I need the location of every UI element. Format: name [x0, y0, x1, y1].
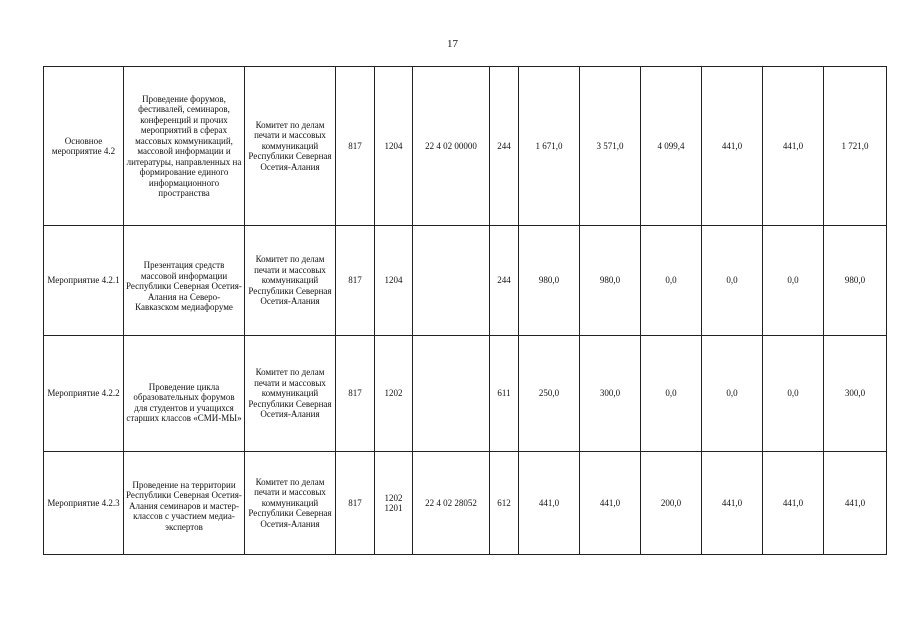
csr-cell: [413, 336, 490, 452]
vr-cell: 611: [490, 336, 519, 452]
amount-cell: 441,0: [763, 452, 824, 555]
grbs-cell: 817: [336, 67, 375, 226]
amount-cell: 0,0: [763, 226, 824, 336]
csr-cell: 22 4 02 28052: [413, 452, 490, 555]
amount-cell: 200,0: [641, 452, 702, 555]
amount-cell: 0,0: [641, 226, 702, 336]
csr-cell: [413, 226, 490, 336]
amount-cell: 300,0: [824, 336, 887, 452]
amount-cell: 3 571,0: [580, 67, 641, 226]
status-cell: Мероприятие 4.2.1: [44, 226, 124, 336]
grbs-cell: 817: [336, 226, 375, 336]
table-row: [44, 452, 887, 555]
vr-cell: 244: [490, 67, 519, 226]
amount-cell: 441,0: [702, 67, 763, 226]
amount-cell: 0,0: [641, 336, 702, 452]
rzpr-cell: 1204: [375, 226, 413, 336]
amount-cell: 250,0: [519, 336, 580, 452]
executor-cell: Комитет по делам печати и массовых коммуникаций Республики Северная Осетия-Алания: [245, 336, 336, 452]
rzpr-cell: 1202 1201: [375, 452, 413, 555]
status-cell: Основное мероприятие 4.2: [44, 67, 124, 226]
amount-cell: 0,0: [763, 336, 824, 452]
amount-cell: 0,0: [702, 226, 763, 336]
amount-cell: 441,0: [580, 452, 641, 555]
amount-cell: 441,0: [763, 67, 824, 226]
amount-cell: 1 721,0: [824, 67, 887, 226]
page-number: 17: [447, 38, 458, 50]
amount-cell: 980,0: [519, 226, 580, 336]
vr-cell: 244: [490, 226, 519, 336]
amount-cell: 1 671,0: [519, 67, 580, 226]
event-name-cell: Проведение форумов, фестивалей, семинаров, конференций и прочих мероприятий в сферах массовых коммуникаций, массовой информации и литературы, направленных на формирование единого информационного пространства: [124, 67, 245, 226]
status-cell: Мероприятие 4.2.3: [44, 452, 124, 555]
csr-cell: 22 4 02 00000: [413, 67, 490, 226]
vr-cell: 612: [490, 452, 519, 555]
table-row: [44, 226, 887, 336]
table-row: [44, 67, 887, 226]
amount-cell: 300,0: [580, 336, 641, 452]
amount-cell: 441,0: [824, 452, 887, 555]
executor-cell: Комитет по делам печати и массовых коммуникаций Республики Северная Осетия-Алания: [245, 226, 336, 336]
budget-table: [43, 66, 887, 555]
rzpr-cell: 1204: [375, 67, 413, 226]
amount-cell: 0,0: [702, 336, 763, 452]
executor-cell: Комитет по делам печати и массовых коммуникаций Республики Северная Осетия-Алания: [245, 452, 336, 555]
event-name-cell: Проведение цикла образовательных форумов для студентов и учащихся старших классов «СМИ-МЫ»: [124, 336, 245, 452]
amount-cell: 441,0: [519, 452, 580, 555]
grbs-cell: 817: [336, 336, 375, 452]
amount-cell: 980,0: [580, 226, 641, 336]
event-name-cell: Презентация средств массовой информации Республики Северная Осетия-Алания на Северо-Кавказском медиафорумe: [124, 226, 245, 336]
amount-cell: 441,0: [702, 452, 763, 555]
executor-cell: Комитет по делам печати и массовых коммуникаций Республики Северная Осетия-Алания: [245, 67, 336, 226]
grbs-cell: 817: [336, 452, 375, 555]
amount-cell: 4 099,4: [641, 67, 702, 226]
amount-cell: 980,0: [824, 226, 887, 336]
table-row: [44, 336, 887, 452]
status-cell: Мероприятие 4.2.2: [44, 336, 124, 452]
rzpr-cell: 1202: [375, 336, 413, 452]
event-name-cell: Проведение на территории Республики Северная Осетия-Алания семинаров и мастер-классов с участием медиа-экспертов: [124, 452, 245, 555]
